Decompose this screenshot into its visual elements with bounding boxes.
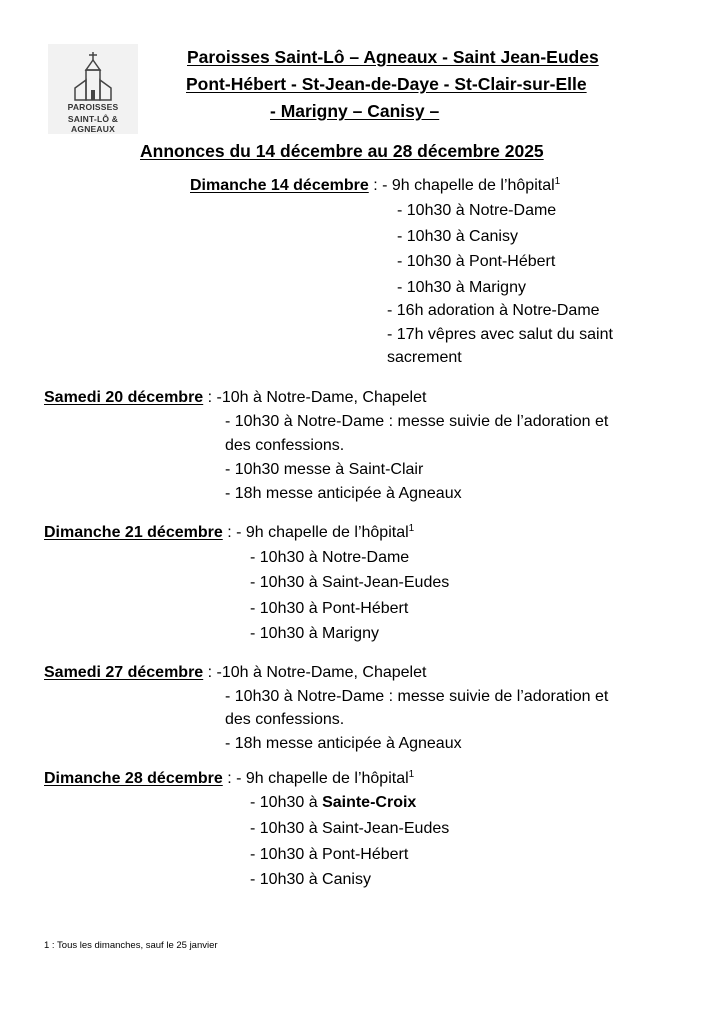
section-5-first: - 9h chapelle de l’hôpital — [236, 770, 409, 787]
section-2-heading — [44, 389, 426, 407]
list-item — [250, 794, 416, 812]
section-3-day: Dimanche 21 décembre — [44, 524, 223, 541]
section-2-day: Samedi 20 décembre — [44, 389, 204, 406]
section-5-day: Dimanche 28 décembre — [44, 770, 223, 787]
section-1-heading — [190, 177, 560, 195]
list-item: des confessions. — [225, 711, 345, 728]
list-item: - 10h30 à Canisy — [250, 871, 371, 888]
list-item: - 10h30 messe à Saint-Clair — [225, 461, 424, 478]
section-4-heading — [44, 664, 426, 682]
section-2-first: -10h à Notre-Dame, Chapelet — [216, 389, 427, 406]
header-line-2: Pont-Hébert - St-Jean-de-Daye - St-Clair-sur-Elle — [186, 74, 587, 94]
footnote-ref: 1 — [554, 176, 561, 187]
list-item: - 18h messe anticipée à Agneaux — [225, 735, 462, 752]
logo-line-1: PAROISSES — [67, 102, 119, 112]
church-icon — [73, 50, 113, 102]
list-item: - 10h30 à Notre-Dame : messe suivie de l’adoration et — [225, 688, 609, 705]
list-item: - 10h30 à Notre-Dame : messe suivie de l’adoration et — [225, 413, 609, 430]
page-title: Annonces du 14 décembre au 28 décembre 2025 — [140, 141, 544, 161]
list-item: - 16h adoration à Notre-Dame — [387, 302, 600, 319]
list-item: - 17h vêpres avec salut du saint — [387, 326, 613, 343]
list-item: - 10h30 à Marigny — [397, 279, 526, 296]
logo-line-2: SAINT-LÔ & AGNEAUX — [67, 114, 119, 134]
list-item: - 18h messe anticipée à Agneaux — [225, 485, 462, 502]
section-5-heading — [44, 770, 414, 788]
section-4-day: Samedi 27 décembre — [44, 664, 204, 681]
separator: : — [203, 389, 217, 406]
list-item-bold: Sainte-Croix — [322, 794, 417, 811]
section-4-first: -10h à Notre-Dame, Chapelet — [216, 664, 427, 681]
list-item: - 10h30 à Pont-Hébert — [250, 846, 409, 863]
separator: : — [222, 524, 237, 541]
section-1-first: - 9h chapelle de l’hôpital — [382, 177, 555, 194]
list-item: - 10h30 à Notre-Dame — [397, 202, 557, 219]
parish-logo — [48, 44, 138, 134]
list-item: des confessions. — [225, 437, 345, 454]
section-3-heading — [44, 524, 414, 542]
list-item: sacrement — [387, 349, 462, 366]
separator: : — [203, 664, 217, 681]
list-item: - 10h30 à Canisy — [397, 228, 518, 245]
separator: : — [368, 177, 383, 194]
list-item: - 10h30 à Marigny — [250, 625, 379, 642]
list-item: - 10h30 à Saint-Jean-Eudes — [250, 820, 450, 837]
list-item: - 10h30 à Pont-Hébert — [397, 253, 556, 270]
footnote-ref: 1 — [408, 769, 415, 780]
section-3-first: - 9h chapelle de l’hôpital — [236, 524, 409, 541]
list-item-text: - 10h30 à — [250, 794, 323, 811]
footnote-ref: 1 — [408, 523, 415, 534]
list-item: - 10h30 à Saint-Jean-Eudes — [250, 574, 450, 591]
footnote: 1 : Tous les dimanches, sauf le 25 janvier — [44, 940, 218, 951]
separator: : — [222, 770, 237, 787]
header-line-3: - Marigny – Canisy – — [270, 101, 440, 121]
section-1-day: Dimanche 14 décembre — [190, 177, 369, 194]
header-line-1: Paroisses Saint-Lô – Agneaux - Saint Jean-Eudes — [187, 47, 599, 67]
list-item: - 10h30 à Pont-Hébert — [250, 600, 409, 617]
list-item: - 10h30 à Notre-Dame — [250, 549, 410, 566]
